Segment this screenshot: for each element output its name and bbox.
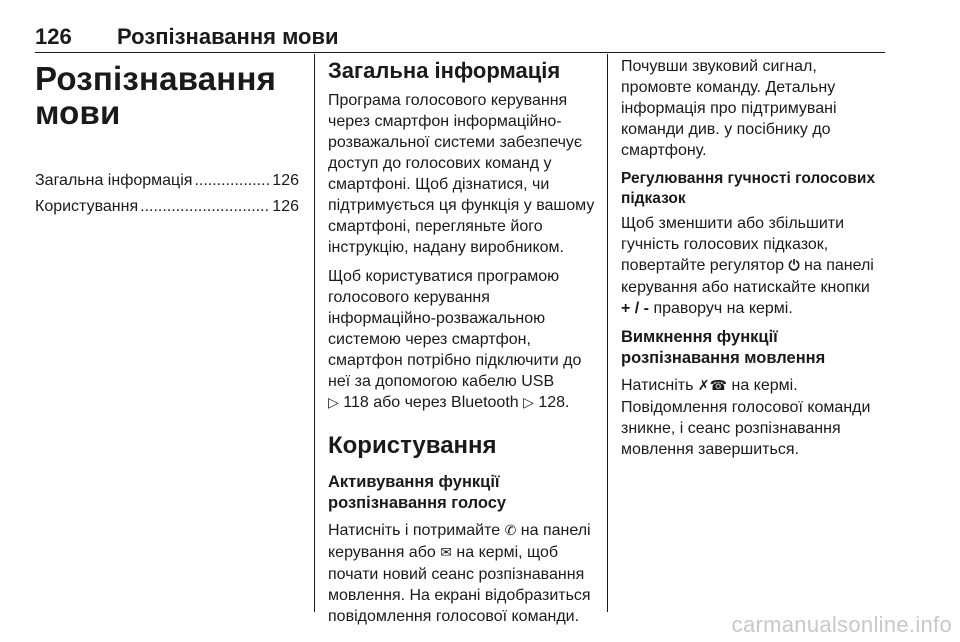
general-info-text-b: 118 або через Bluetooth xyxy=(343,394,519,411)
power-knob-icon: ⏻ xyxy=(788,258,800,274)
running-title: Розпізнавання мови xyxy=(117,24,339,49)
deactivate-paragraph-2: Повідомлення голосової команди зникне, і сеанс розпізнавання мовлення завершиться. xyxy=(621,399,871,458)
toc-leader-dots xyxy=(140,196,270,218)
activate-heading: Активування функції розпізнавання голосу xyxy=(328,473,507,512)
volume-text-a: Щоб зменшити або збільшити гучність голосових підказок, повертайте регулятор xyxy=(621,215,845,274)
page-header xyxy=(35,24,885,50)
hang-up-icon: ✗☎ xyxy=(697,378,728,394)
chapter-title-line-2: мови xyxy=(35,94,121,131)
page-number: 126 xyxy=(35,24,72,49)
toc-entry-page: 126 xyxy=(272,198,299,215)
volume-heading: Регулювання гучності голосових підказок xyxy=(621,170,876,207)
toc-entry-label: Користування xyxy=(35,198,139,215)
page-reference-icon: ▷ xyxy=(523,395,534,411)
toc-entry-label: Загальна інформація xyxy=(35,172,193,189)
general-info-paragraph-2 xyxy=(328,266,596,414)
header-divider xyxy=(35,52,885,53)
usage-heading: Користування xyxy=(328,432,497,459)
toc-entry-general-info[interactable] xyxy=(35,170,299,192)
toc-entry-usage[interactable] xyxy=(35,196,299,218)
general-info-paragraph-1: Програма голосового керування через смартфон інформаційно-розважальної системи забезпечує доступ до голосових команд у смартфоні. Щоб дізнатися, чи підтримується ця функція у вашому смартфоні, перегляньте його інструкцію, надану виробником. xyxy=(328,92,595,256)
general-info-text-a: Щоб користуватися програмою голосового керування інформаційно-розважальною системою через смартфон, смартфон потрібно підключити до неї за допомогою кабелю USB xyxy=(328,268,582,390)
general-info-heading: Загальна інформація xyxy=(328,58,561,83)
toc-entry-page: 126 xyxy=(272,172,299,189)
column-1 xyxy=(35,56,299,222)
voice-command-icon: ✉ xyxy=(440,545,452,561)
chapter-title xyxy=(35,62,299,130)
activate-text-a: Натисніть і потримайте xyxy=(328,522,501,539)
activate-text-c: на кермі, щоб почати новий сеанс розпізнавання мовлення. На екрані відобразиться повідомлення голосової команди. xyxy=(328,544,591,625)
chapter-title-line-1: Розпізнавання xyxy=(35,60,277,97)
column-divider-1 xyxy=(314,54,315,612)
phone-icon: ✆ xyxy=(504,523,517,539)
activate-paragraph xyxy=(328,520,596,627)
column-3 xyxy=(621,56,889,468)
after-beep-paragraph: Почувши звуковий сигнал, промовте команду. Детальну інформація про підтримувані команди див. у посібнику до смартфону. xyxy=(621,58,837,159)
volume-text-c: праворуч на кермі. xyxy=(653,300,793,317)
volume-buttons-label: + / - xyxy=(621,300,650,317)
table-of-contents xyxy=(35,170,299,218)
deactivate-text-a: Натисніть xyxy=(621,377,694,394)
deactivate-paragraph xyxy=(621,375,889,397)
column-divider-2 xyxy=(607,54,608,612)
deactivate-text-b: на кермі. xyxy=(731,377,798,394)
column-2 xyxy=(328,56,596,635)
volume-paragraph xyxy=(621,213,889,319)
page-reference-icon: ▷ xyxy=(328,395,339,411)
deactivate-heading: Вимкнення функції розпізнавання мовлення xyxy=(621,328,826,367)
toc-leader-dots xyxy=(194,170,270,192)
activate-text-b: на панелі керування або xyxy=(328,522,591,561)
volume-text-b: на панелі керування або натискайте кнопки xyxy=(621,257,874,296)
watermark: carmanualsonline.info xyxy=(731,612,952,637)
general-info-text-c: 128. xyxy=(538,394,570,411)
